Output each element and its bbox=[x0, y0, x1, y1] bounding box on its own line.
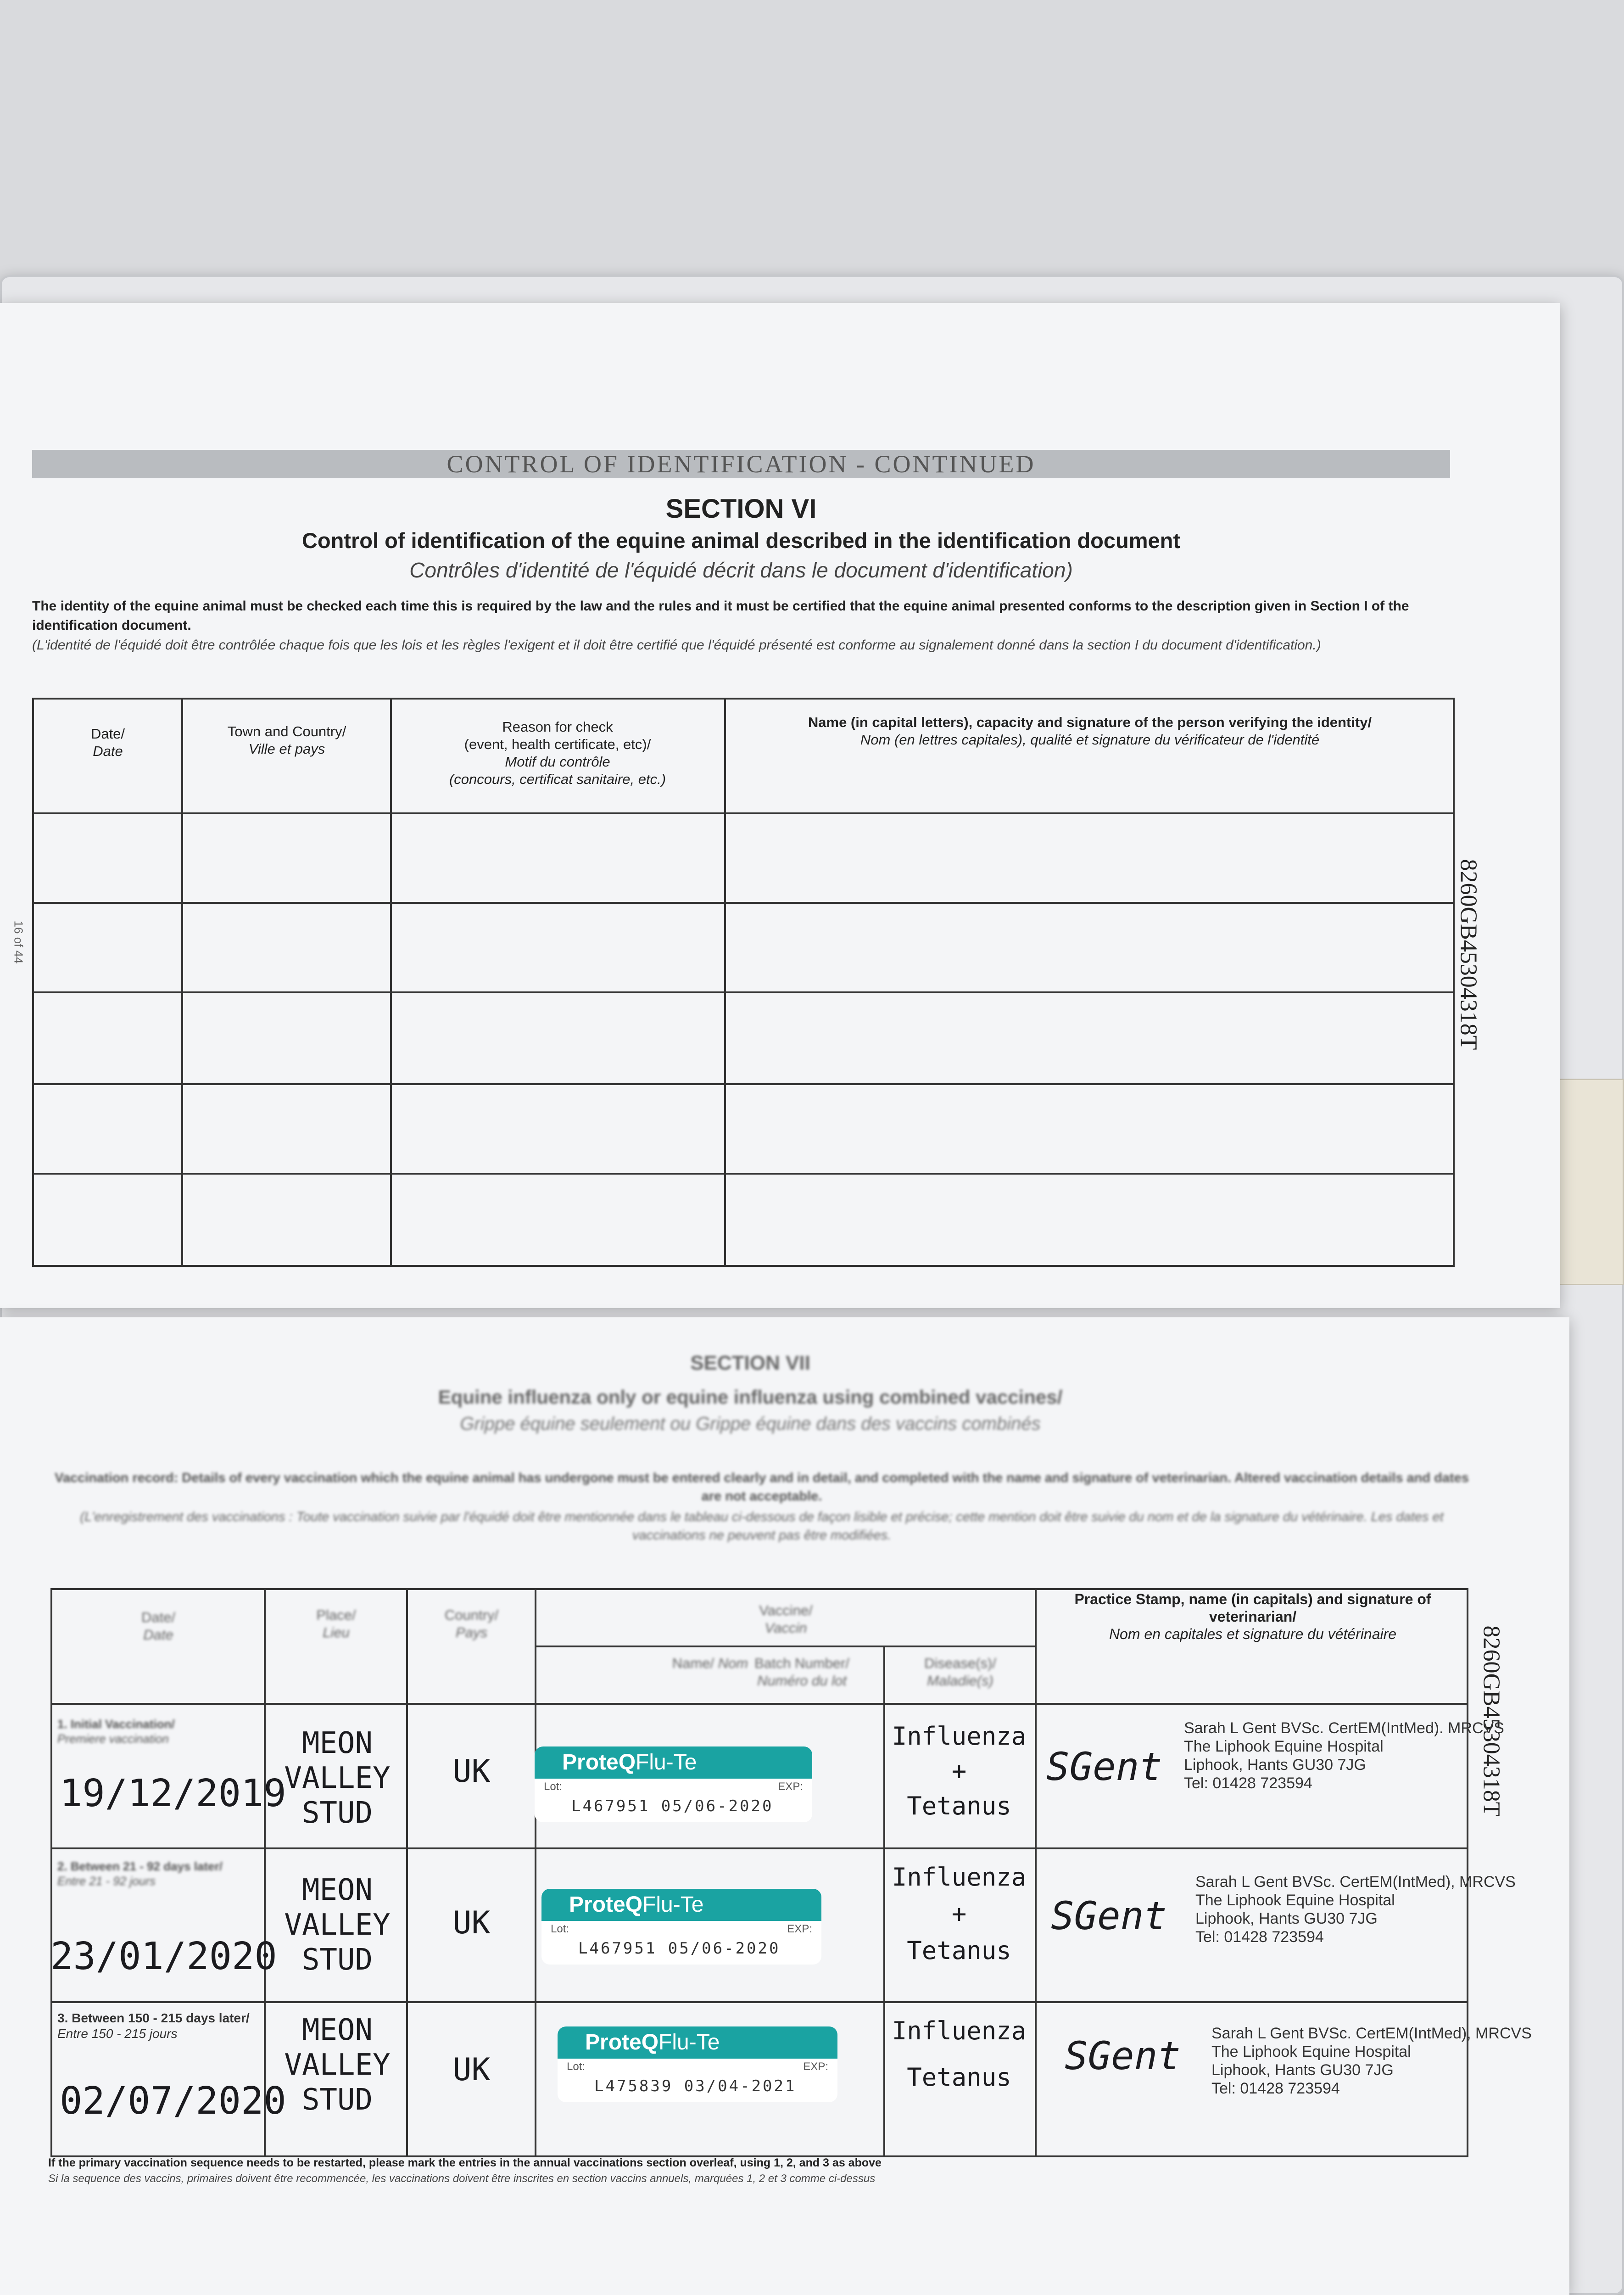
vaccination-place: MEON VALLEY STUD bbox=[284, 1873, 391, 1977]
vaccination-step-label: 2. Between 21 - 92 days later/ Entre 21 - 92 jours bbox=[57, 1859, 223, 1888]
vet-signature: SGent bbox=[1051, 1893, 1167, 1938]
section-banner: CONTROL OF IDENTIFICATION - CONTINUED bbox=[32, 450, 1450, 478]
col-header-vaccine-name: Name/ Nom bbox=[672, 1655, 748, 1671]
table-divider bbox=[406, 1588, 408, 2157]
passport-id-vertical: 8260GB45304318T bbox=[1478, 1625, 1505, 1817]
vaccination-country: UK bbox=[452, 2052, 491, 2088]
col-header-town: Town and Country/ Ville et pays bbox=[227, 723, 346, 757]
col-header-vet: Practice Stamp, name (in capitals) and signature of veterinarian/ Nom en capitales et signature du vétérinaire bbox=[1074, 1591, 1431, 1642]
vaccine-name: Flu-Te bbox=[659, 2030, 720, 2054]
col-header-vaccine: Vaccine/ Vaccin bbox=[759, 1602, 813, 1636]
table-row-line bbox=[32, 991, 1455, 993]
col-header-disease: Disease(s)/ Maladie(s) bbox=[924, 1655, 996, 1689]
col-header-batch: Batch Number/ Numéro du lot bbox=[754, 1655, 849, 1689]
footnote-fr: Si la sequence des vaccins, primaires doivent être recommencée, les vaccinations doivent être inscrites en section vaccins annuels, marquées 1, 2 et 3 comme ci-dessus bbox=[48, 2172, 876, 2185]
practice-stamp: Sarah L Gent BVSc. CertEM(IntMed), MRCVS The Liphook Equine Hospital Liphook, Hants GU30 7JG Tel: 01428 723594 bbox=[1211, 2025, 1532, 2097]
identity-check-table bbox=[32, 698, 1455, 1267]
col-header-country: Country/ Pays bbox=[444, 1607, 499, 1640]
table-row-line bbox=[32, 902, 1455, 904]
section-vii-intro: Vaccination record: Details of every vaccination which the equine animal has undergone must be entered clearly and in detail, and completed with the name and signature of veterinarian. Altered vaccination details and dates are not acceptable. bbox=[55, 1471, 1469, 1504]
section-vi-intro: The identity of the equine animal must be checked each time this is required by the law and the rules and it must be certified that the equine animal presented conforms to the description given in Section I of the identification document. bbox=[32, 599, 1409, 633]
vaccination-place: MEON VALLEY STUD bbox=[284, 1726, 391, 1830]
table-row-line bbox=[32, 1173, 1455, 1175]
table-row-line bbox=[535, 1646, 1035, 1647]
table-divider bbox=[1035, 1588, 1037, 2157]
table-divider bbox=[883, 1646, 885, 2157]
section-vi-subtitle-fr: Contrôles d'identité de l'équidé décrit dans le document d'identification) bbox=[409, 558, 1073, 582]
vaccine-brand: ProteQ bbox=[569, 1892, 643, 1917]
vaccination-date: 23/01/2020 bbox=[50, 1935, 277, 1978]
vaccination-date: 19/12/2019 bbox=[60, 1772, 286, 1815]
vaccine-sticker bbox=[541, 1889, 821, 1965]
footnote: If the primary vaccination sequence needs to be restarted, please mark the entries in the annual vaccinations section overleaf, using 1, 2, and 3 as above bbox=[48, 2156, 882, 2169]
table-divider bbox=[535, 1588, 536, 2157]
vet-signature: SGent bbox=[1065, 2033, 1181, 2078]
vaccination-place: MEON VALLEY STUD bbox=[284, 2013, 391, 2117]
vaccination-country: UK bbox=[452, 1753, 491, 1790]
col-header-date: Date/ Date bbox=[90, 726, 125, 759]
vaccine-sticker bbox=[535, 1746, 812, 1822]
vaccine-brand: ProteQ bbox=[585, 2030, 659, 2054]
section-vi-heading: SECTION VI bbox=[665, 494, 817, 524]
vaccine-sticker bbox=[558, 2026, 837, 2102]
section-vi-intro-fr: (L'identité de l'équidé doit être contrôlée chaque fois que les lois et les règles l'exigent et il doit être certifié que l'équidé présenté est conforme au signalement donné dans la section I du document d'identification.) bbox=[32, 638, 1321, 653]
exp-label: EXP: bbox=[803, 2060, 828, 2073]
table-row-line bbox=[50, 1703, 1468, 1705]
col-header-verifier: Name (in capital letters), capacity and signature of the person verifying the identity/ Nom (en lettres capitales), qualité et signature du vérificateur de l'identité bbox=[808, 714, 1372, 748]
section-vii-subtitle-fr: Grippe équine seulement ou Grippe équine dans des vaccins combinés bbox=[460, 1414, 1041, 1434]
table-divider bbox=[264, 1588, 266, 2157]
vaccination-date: 02/07/2020 bbox=[60, 2079, 286, 2123]
table-row-line bbox=[50, 1847, 1468, 1849]
batch-number: L475839 03/04-2021 bbox=[594, 2077, 797, 2095]
practice-stamp: Sarah L Gent BVSc. CertEM(IntMed). MRCVS The Liphook Equine Hospital Liphook, Hants GU30 7JG Tel: 01428 723594 bbox=[1184, 1719, 1504, 1792]
table-divider bbox=[181, 698, 183, 1267]
table-divider bbox=[390, 698, 392, 1267]
batch-number: L467951 05/06-2020 bbox=[571, 1797, 774, 1815]
vaccine-name: Flu-Te bbox=[642, 1892, 704, 1917]
section-vi-subtitle: Control of identification of the equine animal described in the identification document bbox=[301, 528, 1181, 553]
section-vii-subtitle: Equine influenza only or equine influenza using combined vaccines/ bbox=[438, 1386, 1063, 1408]
table-row-line bbox=[32, 812, 1455, 814]
passport-id-vertical: 8260GB45304318T bbox=[1455, 859, 1482, 1050]
table-row-line bbox=[32, 1083, 1455, 1085]
vaccination-step-label: 3. Between 150 - 215 days later/ Entre 150 - 215 jours bbox=[57, 2011, 250, 2041]
page-edge-number: 16 of 44 bbox=[11, 920, 26, 964]
vet-signature: SGent bbox=[1046, 1744, 1162, 1789]
exp-label: EXP: bbox=[787, 1923, 812, 1935]
vaccine-brand: ProteQ bbox=[562, 1750, 636, 1774]
batch-number: L467951 05/06-2020 bbox=[578, 1939, 781, 1958]
exp-label: EXP: bbox=[778, 1780, 803, 1793]
section-vii-heading: SECTION VII bbox=[690, 1352, 810, 1374]
vaccination-step-label: 1. Initial Vaccination/ Premiere vaccination bbox=[57, 1717, 175, 1746]
vaccination-disease: Influenza + Tetanus bbox=[892, 1863, 1027, 1965]
lot-label: Lot: bbox=[544, 1780, 563, 1793]
lot-label: Lot: bbox=[567, 2060, 586, 2073]
table-divider bbox=[724, 698, 726, 1267]
col-header-reason: Reason for check (event, health certificate, etc)/ Motif du contrôle (concours, certificat sanitaire, etc.) bbox=[449, 719, 666, 787]
vaccination-disease: Influenza + Tetanus bbox=[892, 1722, 1027, 1820]
vaccination-country: UK bbox=[452, 1905, 491, 1941]
table-row-line bbox=[50, 2001, 1468, 2003]
section-vii-intro-fr: (L'enregistrement des vaccinations : Toute vaccination suivie par l'équidé doit être mentionnée dans le tableau ci-dessous de façon lisible et précise; cette mention doit être suivie du nom et de la signature du vétérinaire. Les dates et vaccinations ne peuvent pas être modifiées. bbox=[80, 1510, 1444, 1543]
vaccine-name: Flu-Te bbox=[636, 1750, 697, 1774]
col-header-date: Date/ Date bbox=[141, 1609, 176, 1643]
vaccination-disease: Influenza + Tetanus bbox=[892, 2016, 1027, 2092]
lot-label: Lot: bbox=[551, 1923, 569, 1935]
practice-stamp: Sarah L Gent BVSc. CertEM(IntMed), MRCVS The Liphook Equine Hospital Liphook, Hants GU30 7JG Tel: 01428 723594 bbox=[1195, 1873, 1516, 1946]
col-header-place: Place/ Lieu bbox=[316, 1607, 356, 1640]
